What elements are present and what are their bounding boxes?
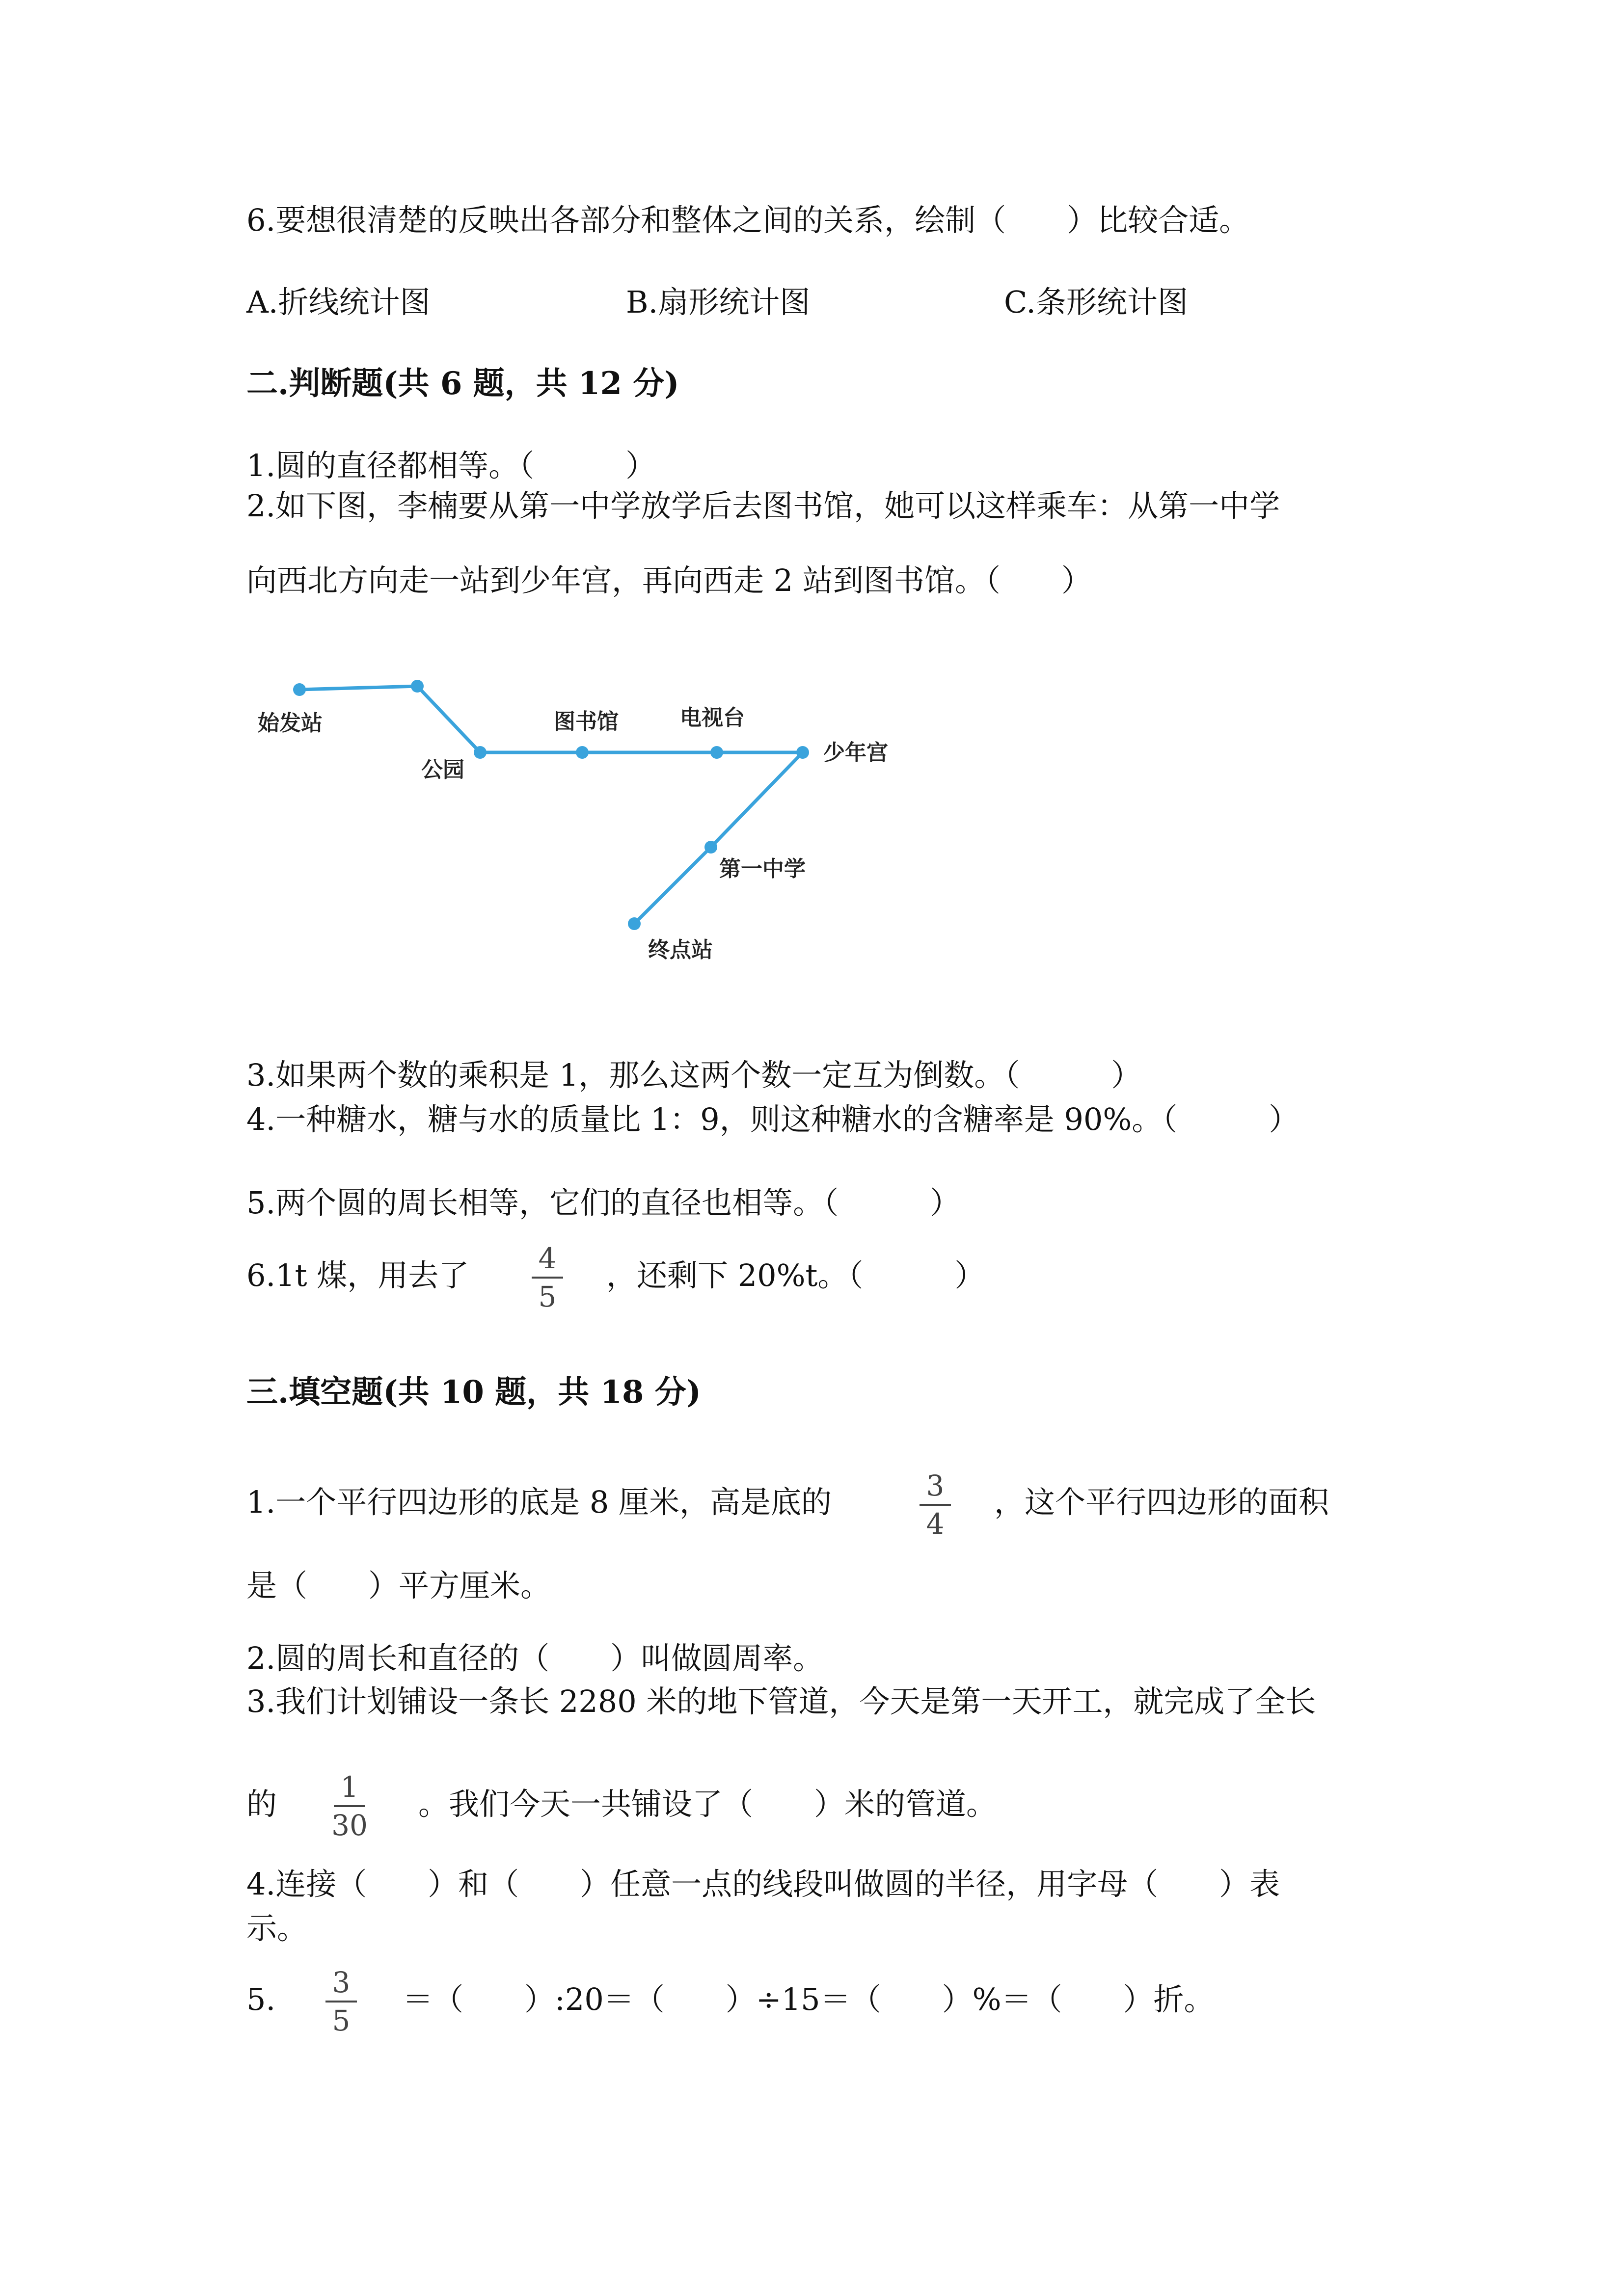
question-3-3-before: 的	[246, 1786, 277, 1822]
station-dot-school	[704, 841, 717, 854]
label-youth-palace: 少年宫	[823, 740, 888, 765]
question-3-4-line1: 4.连接（ ）和（ ）任意一点的线段叫做圆的半径，用字母（ ）表	[246, 1866, 1280, 1902]
fraction-4-5	[528, 1244, 567, 1311]
bus-route-map	[236, 653, 923, 996]
station-dot-park	[474, 746, 487, 759]
fraction-denominator: 5	[538, 1280, 557, 1313]
question-3-3-after: 。我们今天一共铺设了（ ）米的管道。	[418, 1786, 997, 1822]
question-1-6: 6.要想很清楚的反映出各部分和整体之间的关系，绘制（ ）比较合适。	[246, 202, 1250, 238]
question-3-5-after: ＝（ ）:20＝（ ）÷15＝（ ）%＝（ ）折。	[403, 1981, 1215, 2017]
section-2-title: 二.判断题(共 6 题，共 12 分)	[246, 365, 679, 402]
fraction-numerator: 1	[340, 1770, 359, 1804]
option-a: A.折线统计图	[246, 284, 431, 320]
question-2-2-line1: 2.如下图，李楠要从第一中学放学后去图书馆，她可以这样乘车：从第一中学	[246, 488, 1280, 524]
fraction-3-4	[916, 1469, 955, 1541]
fraction-denominator: 4	[926, 1507, 945, 1541]
label-start: 始发站	[258, 711, 323, 736]
label-library: 图书馆	[554, 709, 619, 734]
fraction-3-5	[322, 1968, 361, 2035]
fraction-denominator: 5	[332, 2004, 351, 2037]
label-tv: 电视台	[680, 705, 745, 730]
question-2-3: 3.如果两个数的乘积是 1，那么这两个数一定互为倒数。（ ）	[246, 1057, 1142, 1093]
fraction-numerator: 4	[538, 1242, 557, 1275]
question-2-6-after: ，还剩下 20%t。（ ）	[606, 1257, 985, 1293]
question-2-5: 5.两个圆的周长相等，它们的直径也相等。（ ）	[246, 1185, 961, 1221]
option-b: B.扇形统计图	[626, 284, 811, 320]
station-dot-library	[576, 746, 589, 759]
fraction-numerator: 3	[926, 1469, 945, 1502]
label-park: 公园	[421, 757, 464, 782]
question-2-6-before: 6.1t 煤，用去了	[246, 1257, 469, 1293]
station-dot-start	[293, 683, 306, 696]
option-c: C.条形统计图	[1004, 284, 1188, 320]
fraction-denominator: 30	[331, 1809, 368, 1842]
station-dot-end	[628, 917, 641, 930]
question-2-4: 4.一种糖水，糖与水的质量比 1：9，则这种糖水的含糖率是 90%。（ ）	[246, 1101, 1299, 1137]
station-dot-tv	[710, 746, 723, 759]
fraction-numerator: 3	[332, 1966, 351, 1999]
question-3-5-label: 5.	[246, 1981, 276, 2017]
question-3-1-line2: 是（ ）平方厘米。	[246, 1568, 551, 1603]
question-3-1-after: ，这个平行四边形的面积	[994, 1484, 1329, 1520]
question-3-4-line2: 示。	[246, 1910, 308, 1946]
fraction-1-30	[330, 1770, 369, 1842]
section-3-title: 三.填空题(共 10 题，共 18 分)	[246, 1374, 702, 1411]
station-dot-turn	[411, 680, 424, 693]
question-3-3-line1: 3.我们计划铺设一条长 2280 米的地下管道，今天是第一天开工，就完成了全长	[246, 1683, 1316, 1719]
question-2-1: 1.圆的直径都相等。（ ）	[246, 448, 656, 483]
question-3-1-before: 1.一个平行四边形的底是 8 厘米，高是底的	[246, 1484, 832, 1520]
question-2-2-line2: 向西北方向走一站到少年宫，再向西走 2 站到图书馆。（ ）	[246, 562, 1092, 598]
label-end: 终点站	[648, 937, 713, 962]
label-school: 第一中学	[719, 856, 806, 881]
station-dot-youth-palace	[796, 746, 809, 759]
question-3-2: 2.圆的周长和直径的（ ）叫做圆周率。	[246, 1640, 824, 1676]
